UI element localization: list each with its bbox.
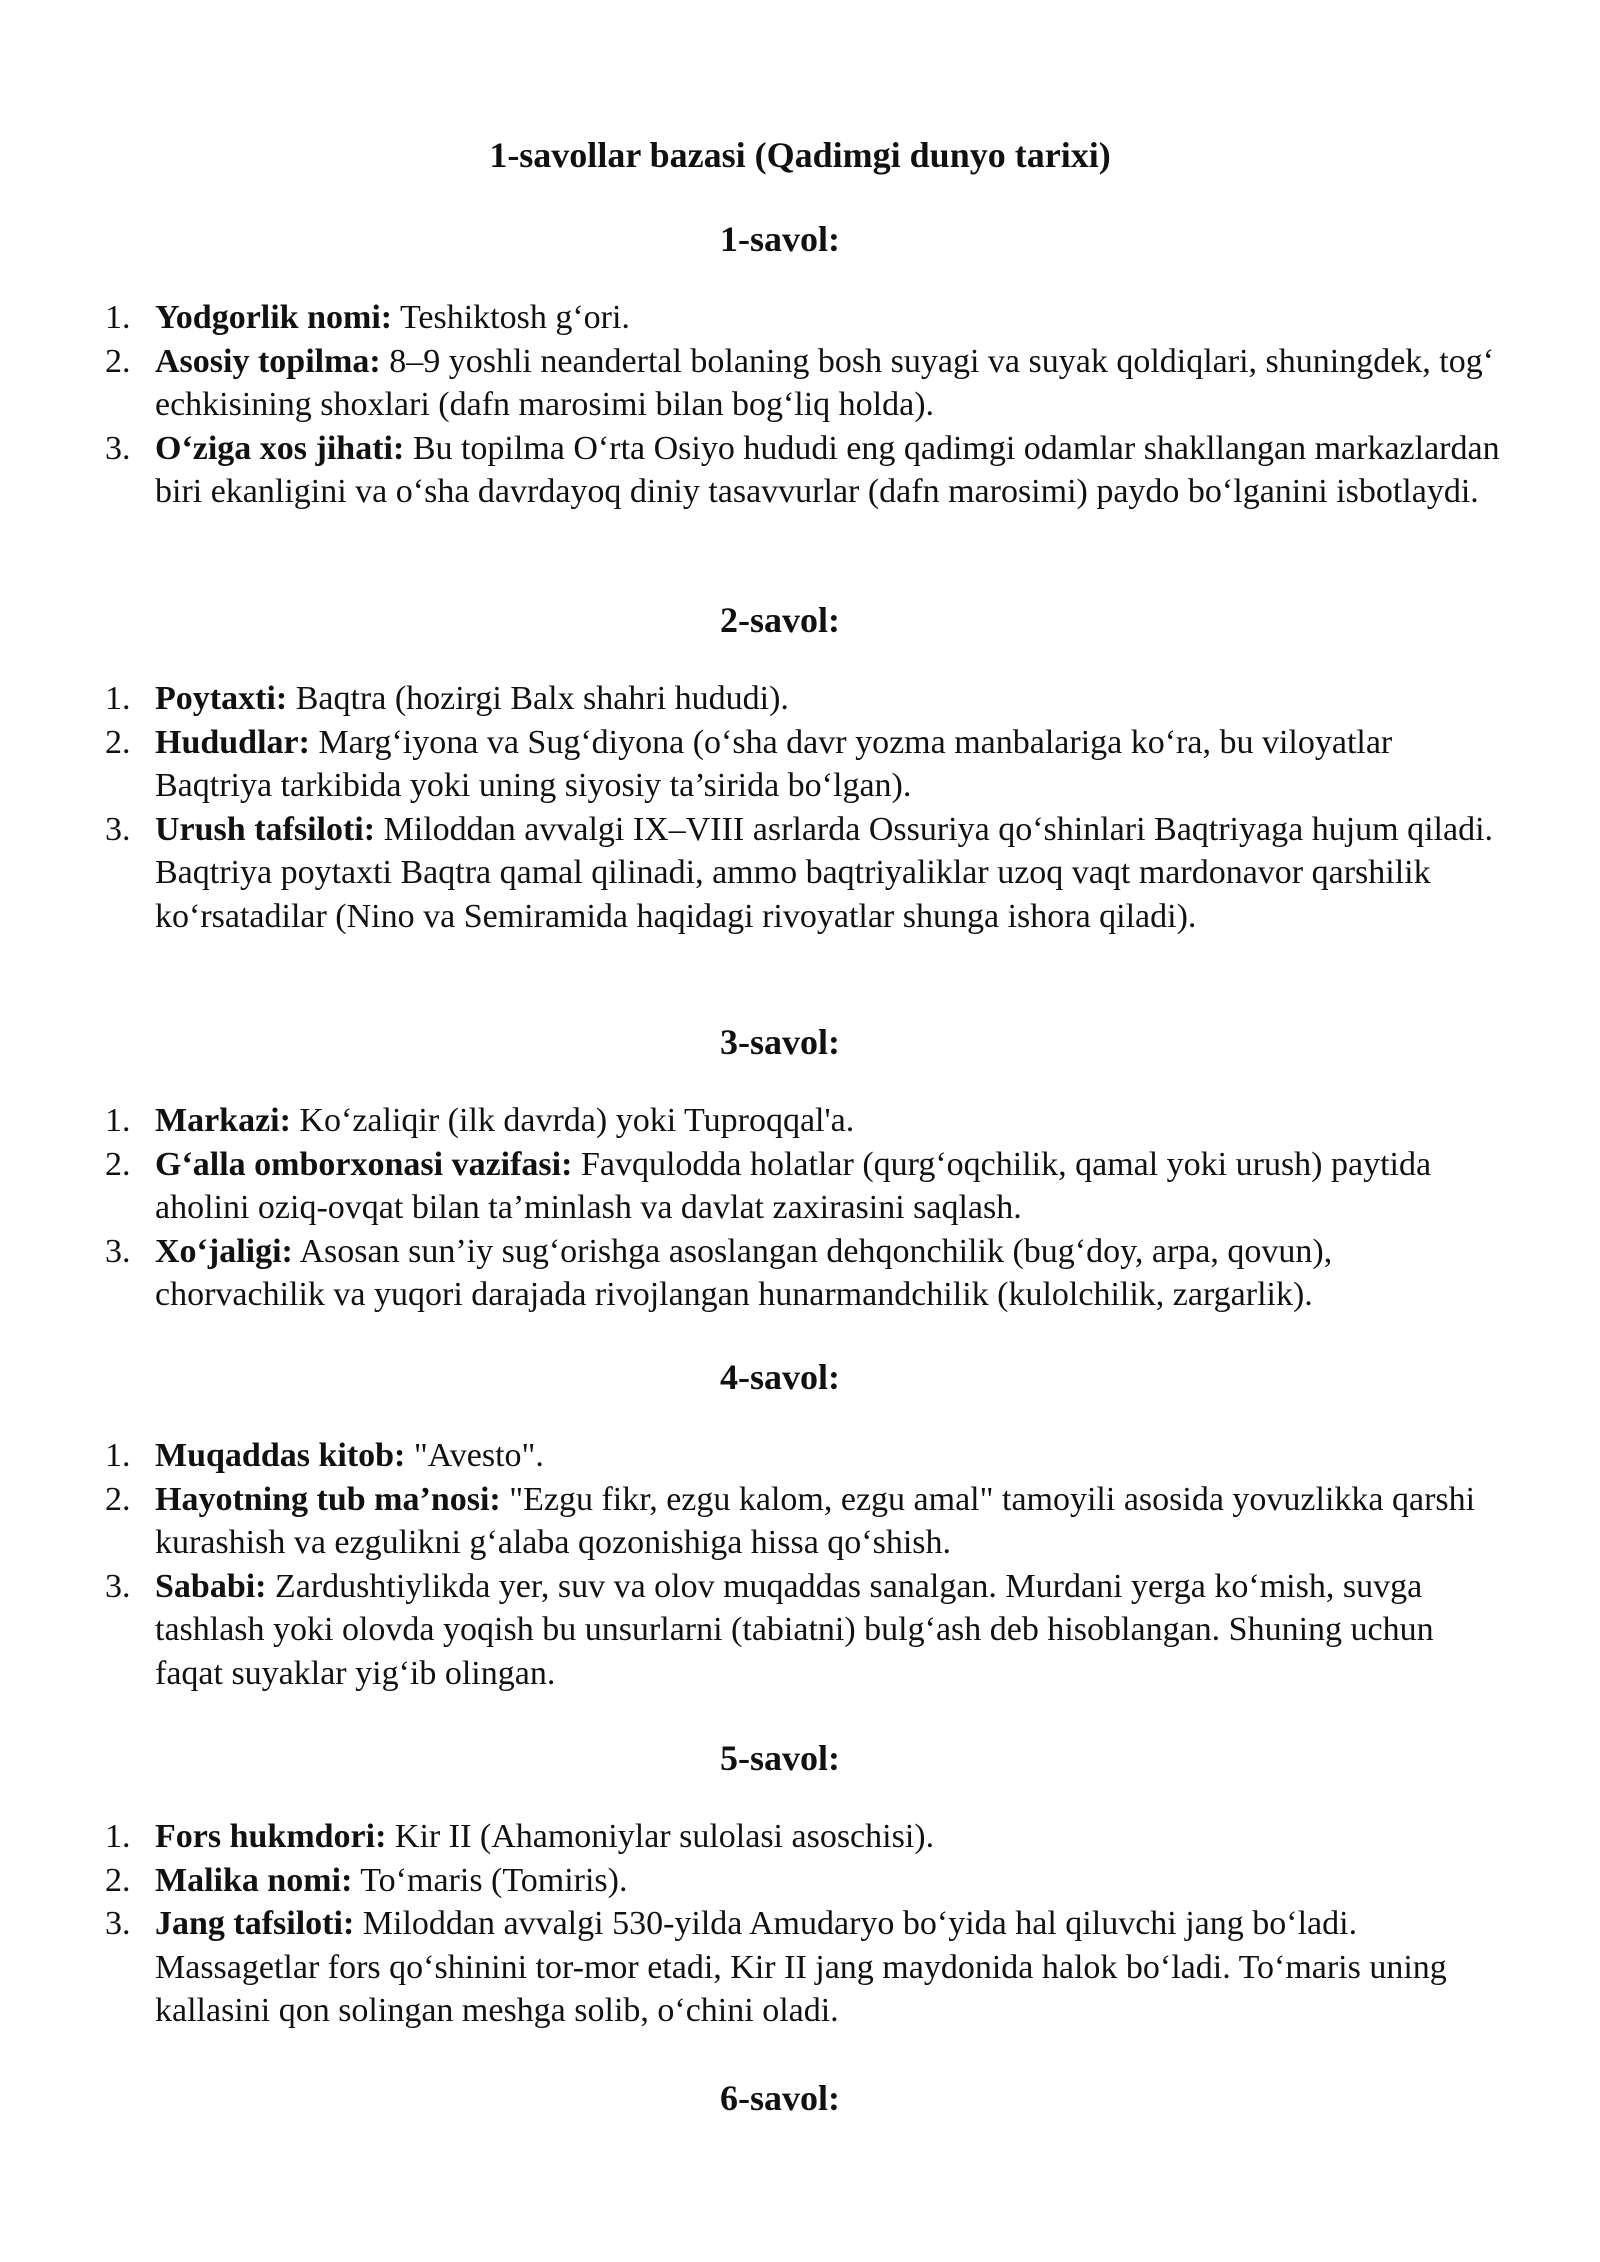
item-label: Fors hukmdori: xyxy=(155,1818,387,1855)
item-label: Hayotning tub ma’nosi: xyxy=(155,1480,501,1518)
item-number: 2. xyxy=(105,1480,131,1518)
list-item xyxy=(105,1859,1505,1903)
item-label: Urush tafsiloti: xyxy=(155,810,376,848)
item-label: Muqaddas kitob: xyxy=(155,1437,406,1474)
document-title: 1-savollar bazasi (Qadimgi dunyo tarixi) xyxy=(489,135,1111,175)
item-text: Favqulodda holatlar (qurg‘oqchilik, qamal yoki urush) paytida aholini oziq-ovqat bilan ta’minlash va davlat zaxirasini saqlash. xyxy=(155,1145,1432,1226)
item-number: 2. xyxy=(105,1145,131,1183)
item-number: 3. xyxy=(105,1905,131,1942)
section-heading: 1-savol: xyxy=(720,219,840,259)
item-text: Kir II (Ahamoniylar sulolasi asoschisi). xyxy=(386,1818,935,1855)
item-label: Markazi: xyxy=(155,1102,291,1139)
section-heading: 3-savol: xyxy=(720,1022,840,1062)
item-text: Miloddan avvalgi IX–VIII asrlarda Ossuriya qo‘shinlari Baqtriyaga hujum qiladi. Baqtriya poytaxti Baqtra qamal qilinadi, ammo baqtriyaliklar uzoq vaqt mardonavor qarshilik ko‘rsatadilar (Nino va Semiramida haqidagi rivoyatlar shunga ishora qiladi). xyxy=(155,810,1494,935)
item-number: 2. xyxy=(105,342,131,380)
list-item xyxy=(105,1230,1505,1317)
item-text: Marg‘iyona va Sug‘diyona (o‘sha davr yozma manbalariga ko‘ra, bu viloyatlar Baqtriya tarkibida yoki uning siyosiy ta’sirida bo‘lgan). xyxy=(155,723,1393,804)
section-heading: 5-savol: xyxy=(720,1738,840,1778)
list-item xyxy=(105,1565,1505,1696)
item-label: O‘ziga xos jihati: xyxy=(155,429,405,467)
item-number: 3. xyxy=(105,429,131,467)
list-item xyxy=(105,1434,1505,1478)
item-number: 3. xyxy=(105,1232,131,1270)
section-heading: 4-savol: xyxy=(720,1357,840,1397)
item-text: Bu topilma O‘rta Osiyo hududi eng qadimgi odamlar shakllangan markazlardan biri ekanligini va o‘sha davrdayoq diniy tasavvurlar (dafn marosimi) paydo bo‘lganini isbotlaydi. xyxy=(155,429,1500,510)
item-number: 1. xyxy=(105,680,131,717)
item-label: Poytaxti: xyxy=(155,680,288,717)
item-label: Asosiy topilma: xyxy=(155,342,381,380)
list-item xyxy=(105,296,1505,340)
list-item xyxy=(105,1902,1505,2033)
answer-list xyxy=(105,296,1505,514)
item-label: Xo‘jaligi: xyxy=(155,1232,293,1270)
item-label: Malika nomi: xyxy=(155,1861,353,1899)
list-item xyxy=(105,808,1505,939)
item-label: G‘alla omborxonasi vazifasi: xyxy=(155,1145,573,1183)
list-item xyxy=(105,677,1505,721)
item-number: 2. xyxy=(105,723,131,761)
list-item xyxy=(105,1099,1505,1143)
item-label: Sababi: xyxy=(155,1567,267,1605)
item-number: 2. xyxy=(105,1861,131,1899)
list-item xyxy=(105,1478,1505,1565)
item-text: Miloddan avvalgi 530-yilda Amudaryo bo‘yida hal qiluvchi jang bo‘ladi. Massagetlar fors qo‘shinini tor-mor etadi, Kir II jang maydonida halok bo‘ladi. To‘maris uning kallasini qon solingan meshga solib, o‘chini oladi. xyxy=(155,1905,1447,2029)
item-number: 1. xyxy=(105,1102,131,1139)
item-text: Teshiktosh g‘ori. xyxy=(392,299,630,336)
answer-list xyxy=(105,1099,1505,1317)
section-heading: 2-savol: xyxy=(720,600,840,640)
item-number: 1. xyxy=(105,1818,131,1855)
answer-list xyxy=(105,1434,1505,1695)
list-item xyxy=(105,1143,1505,1230)
section-heading: 6-savol: xyxy=(720,2078,840,2118)
item-number: 3. xyxy=(105,810,131,848)
list-item xyxy=(105,1815,1505,1859)
list-item xyxy=(105,721,1505,808)
item-text: Zardushtiylikda yer, suv va olov muqaddas sanalgan. Murdani yerga ko‘mish, suvga tashlash yoki olovda yoqish bu unsurlarni (tabiatni) bulg‘ash deb hisoblangan. Shuning uchun faqat suyaklar yig‘ib olingan. xyxy=(155,1567,1434,1692)
item-label: Yodgorlik nomi: xyxy=(155,299,393,336)
item-label: Jang tafsiloti: xyxy=(155,1905,355,1942)
item-number: 1. xyxy=(105,299,131,336)
item-text: Baqtra (hozirgi Balx shahri hududi). xyxy=(287,680,789,717)
answer-list xyxy=(105,1815,1505,2033)
item-label: Hududlar: xyxy=(155,723,310,761)
item-number: 3. xyxy=(105,1567,131,1605)
answer-list xyxy=(105,677,1505,938)
list-item xyxy=(105,427,1505,514)
item-text: "Avesto". xyxy=(405,1437,544,1474)
item-text: "Ezgu fikr, ezgu kalom, ezgu amal" tamoyili asosida yovuzlikka qarshi kurashish va ezgulikni g‘alaba qozonishiga hissa qo‘shish. xyxy=(155,1480,1476,1561)
item-text: To‘maris (Tomiris). xyxy=(352,1861,628,1899)
item-number: 1. xyxy=(105,1437,131,1474)
item-text: Ko‘zaliqir (ilk davrda) yoki Tuproqqal'a. xyxy=(290,1102,855,1139)
list-item xyxy=(105,340,1505,427)
item-text: Asosan sun’iy sug‘orishga asoslangan dehqonchilik (bug‘doy, arpa, qovun), chorvachilik va yuqori darajada rivojlangan hunarmandchilik (kulolchilik, zargarlik). xyxy=(155,1232,1333,1313)
item-text: 8–9 yoshli neandertal bolaning bosh suyagi va suyak qoldiqlari, shuningdek, tog‘ echkisining shoxlari (dafn marosimi bilan bog‘liq holda). xyxy=(155,342,1495,423)
